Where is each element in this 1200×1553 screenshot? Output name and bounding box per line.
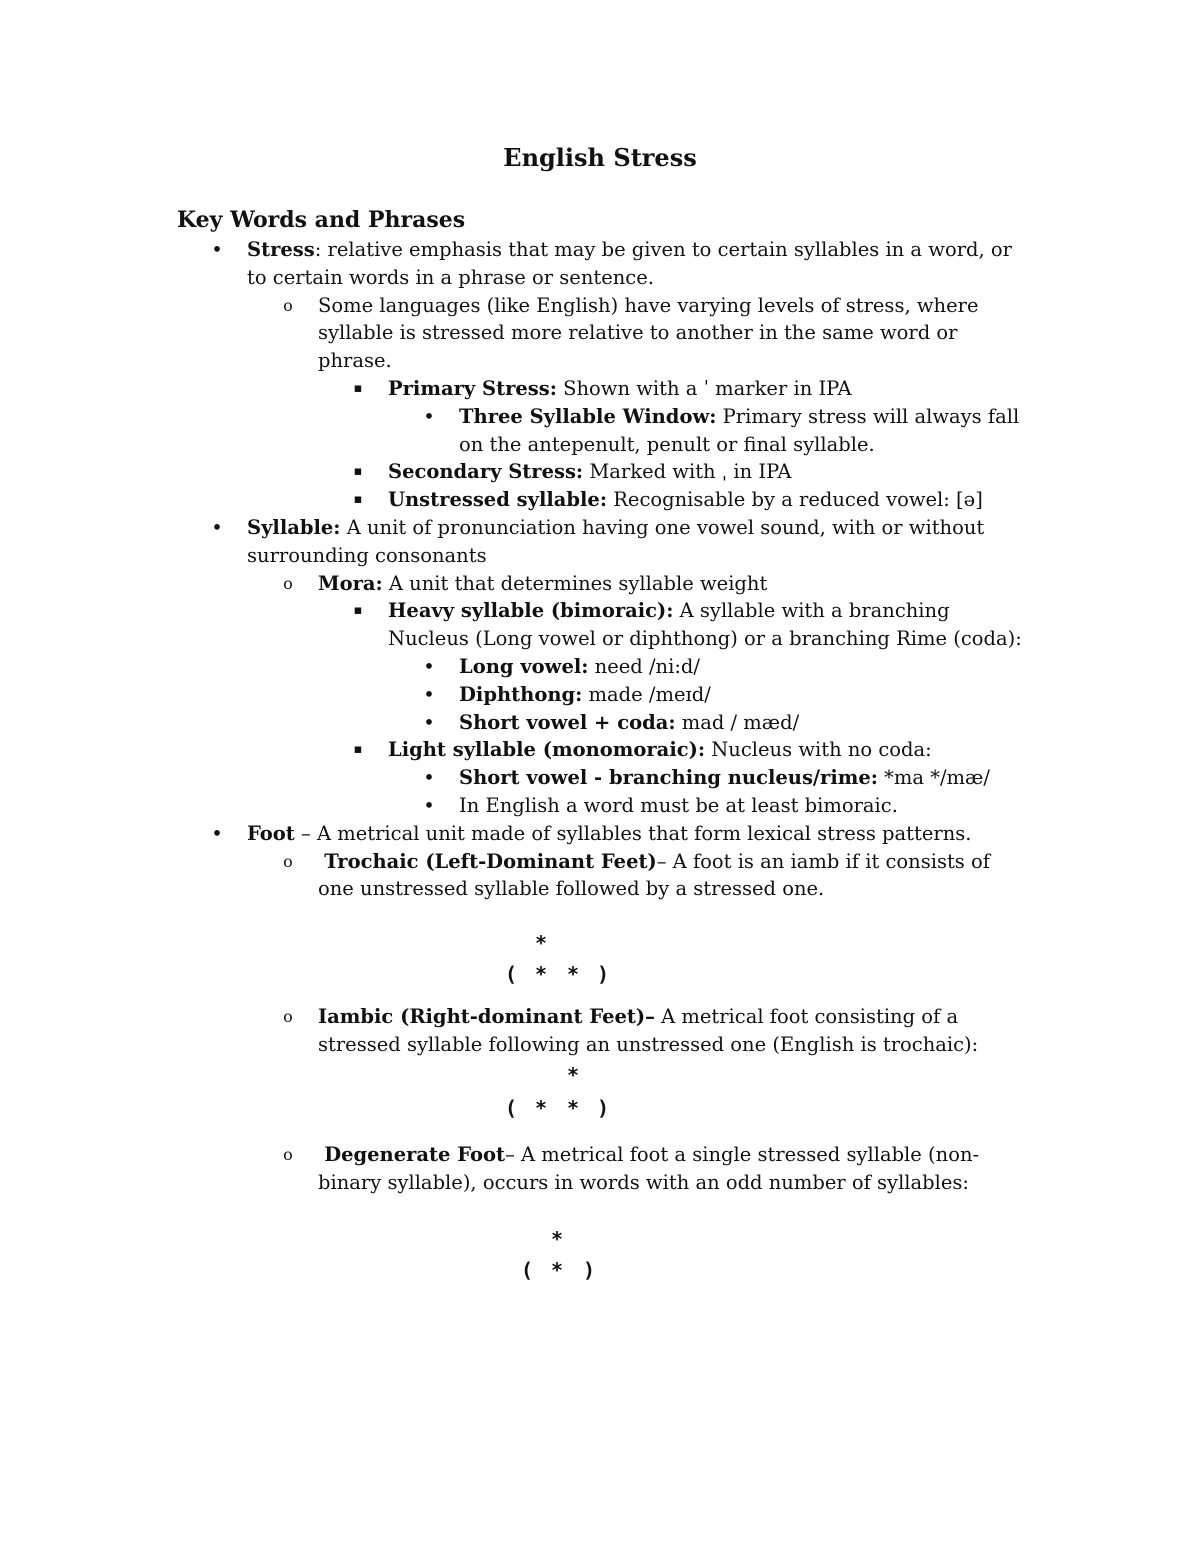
diagram-star: * [535, 931, 548, 956]
list-item-primary-stress [0, 375, 1200, 403]
term-iambic: Iambic (Right-dominant Feet)– [318, 1005, 655, 1029]
diagram-star: * [551, 1258, 564, 1283]
degenerate-foot-diagram [0, 1196, 1200, 1296]
list-item-three-syllable-window [0, 403, 1200, 459]
disc-bullet: • [423, 766, 435, 790]
list-item-foot [0, 820, 1200, 848]
text-varying-stress: Some languages (like English) have varying levels of stress, where syllable is stressed more relative to another in the same word or phrase. [318, 293, 979, 373]
key-terms-list [0, 236, 1200, 903]
page-title: English Stress [503, 143, 697, 172]
list-item-degenerate [0, 1141, 1200, 1197]
term-primary-stress: Primary Stress: [388, 376, 557, 400]
list-item-bimoraic [0, 792, 1200, 820]
term-long-vowel: Long vowel: [459, 654, 589, 678]
diagram-star: * [567, 1062, 580, 1087]
def-syllable: A unit of pronunciation having one vowel sound, with or without surrounding consonants [247, 515, 985, 567]
def-diphthong: made /meɪd/ [582, 682, 711, 706]
disc-bullet: • [423, 793, 435, 817]
term-three-syllable-window: Three Syllable Window: [459, 404, 717, 428]
def-mora: A unit that determines syllable weight [382, 571, 768, 595]
term-unstressed-syllable: Unstressed syllable: [388, 488, 608, 512]
term-short-vowel-coda: Short vowel + coda: [459, 710, 676, 734]
def-short-vowel-branching: *ma */mæ/ [877, 766, 990, 790]
disc-bullet: • [211, 238, 223, 261]
list-item-diphthong [0, 681, 1200, 709]
iambic-foot-diagram [0, 1059, 1200, 1141]
def-foot: – A metrical unit made of syllables that form lexical stress patterns. [294, 821, 972, 845]
diagram-star: * [567, 962, 580, 987]
square-bullet: ▪ [353, 380, 363, 396]
diagram-open-paren: ( [521, 1258, 534, 1283]
list-item-varying-stress [0, 292, 1200, 375]
diagram-close-paren: ) [597, 1095, 610, 1120]
term-diphthong: Diphthong: [459, 682, 583, 706]
document-body [0, 236, 1200, 1296]
def-short-vowel-coda: mad / mæd/ [675, 710, 800, 734]
diagram-star: * [535, 1095, 548, 1120]
square-bullet: ▪ [353, 742, 363, 758]
degenerate-list [0, 1141, 1200, 1197]
diagram-star: * [567, 1095, 580, 1120]
term-light-syllable: Light syllable (monomoraic): [388, 738, 706, 762]
def-primary-stress: Shown with a ˈ marker in IPA [556, 376, 852, 400]
list-item-secondary-stress [0, 458, 1200, 486]
circle-bullet: o [283, 1144, 293, 1164]
def-unstressed-syllable: Recognisable by a reduced vowel: [ə] [607, 488, 983, 512]
disc-bullet: • [423, 682, 435, 706]
disc-bullet: • [211, 821, 223, 845]
term-short-vowel-branching: Short vowel - branching nucleus/rime: [459, 766, 878, 790]
list-item-mora [0, 570, 1200, 598]
list-item-iambic [0, 1003, 1200, 1059]
section-heading: Key Words and Phrases [177, 207, 466, 233]
disc-bullet: • [423, 710, 435, 734]
list-item-heavy-syllable [0, 597, 1200, 653]
def-iambic: A metrical foot consisting of a stressed syllable following an unstressed one (English is trochaic): [318, 1005, 979, 1056]
diagram-open-paren: ( [505, 1095, 518, 1120]
text-bimoraic: In English a word must be at least bimoraic. [459, 793, 898, 817]
list-item-short-vowel-coda [0, 709, 1200, 737]
term-trochaic: Trochaic (Left-Dominant Feet) [324, 849, 657, 873]
def-degenerate: – A metrical foot a single stressed syllable (non-binary syllable), occurs in words with an odd number of syllables: [318, 1142, 980, 1194]
term-degenerate: Degenerate Foot [324, 1142, 506, 1166]
list-item-syllable [0, 514, 1200, 570]
diagram-open-paren: ( [505, 962, 518, 987]
list-item-stress [0, 236, 1200, 292]
def-secondary-stress: Marked with ˌ in IPA [583, 460, 792, 484]
term-stress: Stress [247, 238, 315, 261]
diagram-star: * [535, 962, 548, 987]
def-stress: : relative emphasis that may be given to certain syllables in a word, or to certain words in a phrase or sentence. [247, 238, 1012, 289]
foot-types-list [0, 1003, 1200, 1059]
disc-bullet: • [423, 404, 435, 428]
circle-bullet: o [283, 573, 293, 593]
diagram-close-paren: ) [597, 962, 610, 987]
term-heavy-syllable: Heavy syllable (bimoraic): [388, 599, 674, 623]
def-long-vowel: need /ni:d/ [588, 654, 700, 678]
diagram-close-paren: ) [583, 1258, 596, 1283]
def-light-syllable: Nucleus with no coda: [705, 738, 932, 762]
term-mora: Mora: [318, 571, 383, 595]
list-item-trochaic [0, 848, 1200, 904]
disc-bullet: • [423, 654, 435, 678]
term-secondary-stress: Secondary Stress: [388, 460, 584, 484]
def-trochaic: – A foot is an iamb if it consists of one unstressed syllable followed by a stressed one. [318, 849, 990, 901]
list-item-short-vowel-branching [0, 764, 1200, 792]
trochaic-foot-diagram [0, 903, 1200, 1003]
def-three-syllable-window: Primary stress will always fall on the antepenult, penult or final syllable. [459, 404, 1020, 456]
square-bullet: ▪ [353, 492, 363, 508]
list-item-unstressed-syllable [0, 486, 1200, 514]
circle-bullet: o [283, 851, 293, 871]
def-heavy-syllable: A syllable with a branching Nucleus (Long vowel or diphthong) or a branching Rime (coda): [388, 599, 1022, 651]
disc-bullet: • [211, 515, 223, 539]
circle-bullet: o [283, 1007, 293, 1027]
term-syllable: Syllable: [247, 515, 341, 539]
list-item-light-syllable [0, 736, 1200, 764]
list-item-long-vowel [0, 653, 1200, 681]
term-foot: Foot [247, 821, 295, 845]
square-bullet: ▪ [353, 603, 363, 619]
square-bullet: ▪ [353, 464, 363, 480]
circle-bullet: o [283, 295, 293, 315]
diagram-star: * [551, 1227, 564, 1252]
